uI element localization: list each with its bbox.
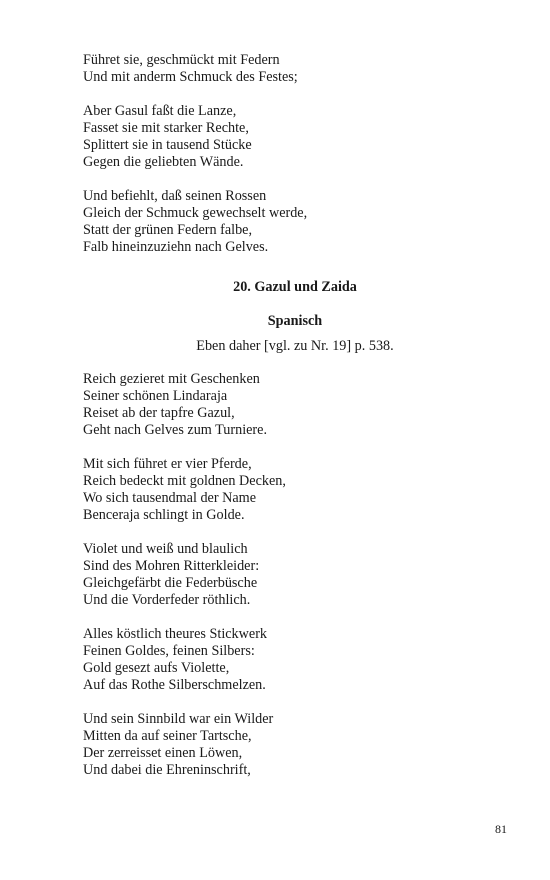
verse-line: Und befiehlt, daß seinen Rossen bbox=[83, 188, 267, 204]
verse-line: Aber Gasul faßt die Lanze, bbox=[83, 103, 237, 119]
verse-line: Violet und weiß und blaulich bbox=[83, 541, 248, 557]
stanza bbox=[83, 626, 483, 694]
verse-line: Der zerreisset einen Löwen, bbox=[83, 745, 243, 761]
verse-line: Alles köstlich theures Stickwerk bbox=[83, 626, 268, 642]
verse-line: Gold gesezt aufs Violette, bbox=[83, 660, 230, 676]
verse-line: Reich gezieret mit Geschenken bbox=[83, 371, 260, 387]
page-number: 81 bbox=[495, 822, 507, 836]
stanza bbox=[83, 371, 483, 439]
stanza bbox=[83, 52, 483, 86]
verse-line: Führet sie, geschmückt mit Federn bbox=[83, 52, 280, 68]
verse-line: Splittert sie in tausend Stücke bbox=[83, 137, 252, 153]
verse-line: Benceraja schlingt in Golde. bbox=[83, 507, 245, 523]
verse-line: Reich bedeckt mit goldnen Decken, bbox=[83, 473, 286, 489]
verse-line: Seiner schönen Lindaraja bbox=[83, 388, 228, 404]
verse-line: Fasset sie mit starker Rechte, bbox=[83, 120, 249, 136]
stanza bbox=[83, 188, 483, 256]
verse-line: Statt der grünen Federn falbe, bbox=[83, 222, 253, 238]
poem-subtitle: Spanisch bbox=[267, 313, 323, 329]
poem-title: 20. Gazul und Zaida bbox=[233, 279, 357, 295]
source-note: Eben daher [vgl. zu Nr. 19] p. 538. bbox=[196, 338, 394, 354]
verse-line: Und mit anderm Schmuck des Festes; bbox=[83, 69, 298, 85]
poem-verse-block bbox=[83, 371, 483, 779]
verse-line: Falb hineinzuziehn nach Gelves. bbox=[83, 239, 269, 255]
verse-line: Gleich der Schmuck gewechselt werde, bbox=[83, 205, 308, 221]
stanza bbox=[83, 103, 483, 171]
verse-line: Feinen Goldes, feinen Silbers: bbox=[83, 643, 255, 659]
stanza bbox=[83, 541, 483, 609]
verse-line: Gegen die geliebten Wände. bbox=[83, 154, 244, 170]
verse-line: Reiset ab der tapfre Gazul, bbox=[83, 405, 235, 421]
verse-line: Mitten da auf seiner Tartsche, bbox=[83, 728, 252, 744]
verse-line: Mit sich führet er vier Pferde, bbox=[83, 456, 252, 472]
stanza bbox=[83, 456, 483, 524]
verse-line: Und die Vorderfeder röthlich. bbox=[83, 592, 251, 608]
verse-line: Geht nach Gelves zum Turniere. bbox=[83, 422, 268, 438]
verse-line: Und sein Sinnbild war ein Wilder bbox=[83, 711, 274, 727]
top-verse-block bbox=[83, 52, 483, 256]
verse-line: Sind des Mohren Ritterkleider: bbox=[83, 558, 260, 574]
stanza bbox=[83, 711, 483, 779]
verse-line: Gleichgefärbt die Federbüsche bbox=[83, 575, 258, 591]
verse-line: Und dabei die Ehreninschrift, bbox=[83, 762, 251, 778]
verse-line: Auf das Rothe Silberschmelzen. bbox=[83, 677, 266, 693]
verse-line: Wo sich tausendmal der Name bbox=[83, 490, 256, 506]
